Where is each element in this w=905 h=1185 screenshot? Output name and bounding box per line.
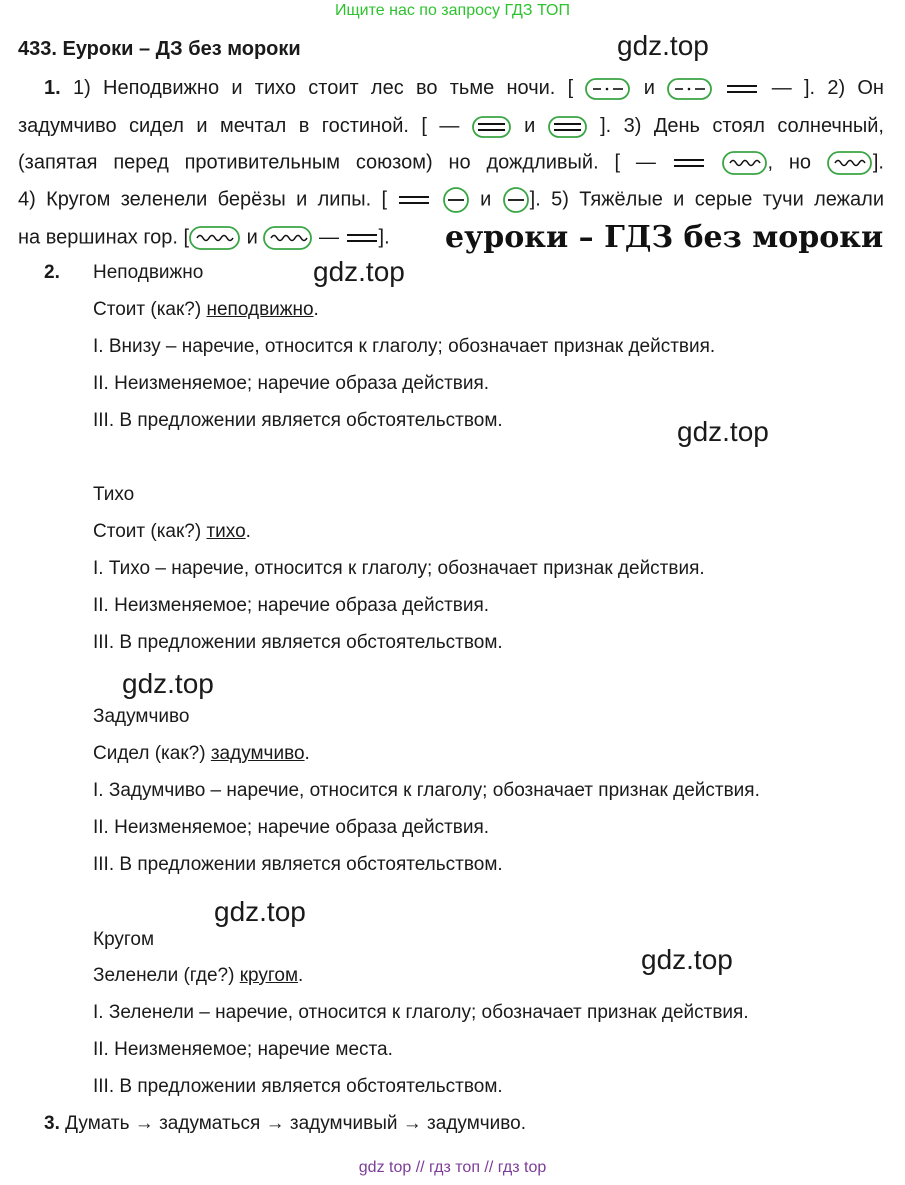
predicate-double-line-symbol — [345, 226, 379, 250]
conjunction: и — [643, 77, 655, 99]
adverb-heading: Задумчиво — [93, 706, 190, 727]
conjunction: и — [524, 115, 536, 137]
analysis-line-3: III. В предложении является обстоятельством. — [93, 410, 503, 431]
adjective-wavy-oval-symbol — [827, 150, 873, 176]
analysis-line-3: III. В предложении является обстоятельством. — [93, 854, 503, 875]
underlined-adverb: задумчиво — [210, 743, 305, 764]
task1-text: задумчиво сидел и мечтал в гостиной. [ — — [18, 115, 460, 137]
predicate-double-line-symbol — [725, 77, 759, 101]
question-text: Сидел (как?) — [93, 743, 211, 764]
predicate-double-line-symbol — [672, 151, 706, 175]
task1-number: 1. — [44, 77, 61, 99]
exercise-title: 433. Еуроки – ДЗ без мороки — [18, 38, 301, 60]
task1-line-3 — [18, 150, 884, 176]
task1-text: ]. 3) День стоял солнечный, — [600, 115, 884, 137]
task1-text: ]. 2) Он — [803, 77, 884, 99]
task3-line — [44, 1113, 526, 1135]
predicate-double-oval-symbol — [548, 115, 588, 139]
analysis-line-2: II. Неизменяемое; наречие образа действия. — [93, 817, 490, 838]
subject-oval-symbol — [502, 187, 530, 213]
analysis-line-2: II. Неизменяемое; наречие образа действия. — [93, 373, 490, 394]
watermark: gdz.top — [641, 944, 733, 975]
question-line — [93, 521, 251, 543]
analysis-line-2: II. Неизменяемое; наречие образа действия. — [93, 595, 490, 616]
task2-number: 2. — [44, 262, 60, 283]
watermark: gdz.top — [122, 668, 214, 699]
task1-line-5 — [18, 225, 390, 251]
task1-text: ]. — [378, 226, 390, 249]
question-text: Стоит (как?) — [93, 299, 207, 320]
subject-line-symbol: — — [771, 77, 792, 99]
underlined-adverb: неподвижно — [206, 299, 314, 320]
task3-number: 3. — [44, 1113, 60, 1134]
task1-text: ]. — [872, 151, 884, 174]
analysis-line-1: I. Зеленели – наречие, относится к глаголу; обозначает признак действия. — [93, 1002, 749, 1023]
adjective-wavy-oval-symbol — [189, 225, 241, 251]
conjunction: , но — [767, 151, 812, 174]
task1-text: (запятая перед противительным союзом) но дождливый. [ — — [18, 151, 656, 174]
question-line — [93, 965, 303, 987]
adjective-wavy-oval-symbol — [263, 225, 313, 251]
adverb-heading: Тихо — [93, 484, 135, 505]
watermark: gdz.top — [214, 896, 306, 927]
task1-line-1 — [18, 76, 884, 101]
subject-line-symbol: — — [318, 226, 339, 249]
analysis-line-1: I. Задумчиво – наречие, относится к глаголу; обозначает признак действия. — [93, 780, 760, 801]
analysis-line-3: III. В предложении является обстоятельством. — [93, 632, 503, 653]
analysis-line-1: I. Внизу – наречие, относится к глаголу; обозначает признак действия. — [93, 336, 716, 357]
conjunction: и — [246, 226, 258, 249]
adjective-wavy-oval-symbol — [722, 150, 768, 176]
task1-text: 4) Кругом зеленели берёзы и липы. [ — [18, 188, 388, 211]
adverb-heading: Неподвижно — [93, 262, 204, 283]
watermark: gdz.top — [617, 30, 709, 61]
brand-slogan: еуроки – ГДЗ без мороки — [445, 220, 884, 255]
task3-text: Думать → задуматься → задумчивый → задумчиво. — [65, 1113, 526, 1134]
adverb-heading: Кругом — [93, 929, 155, 950]
underlined-adverb: кругом — [239, 965, 299, 986]
watermark: gdz.top — [313, 256, 405, 287]
analysis-line-3: III. В предложении является обстоятельством. — [93, 1076, 503, 1097]
task1-text: 1) Неподвижно и тихо стоит лес во тьме ночи. [ — [72, 77, 574, 99]
search-banner[interactable]: Ищите нас по запросу ГДЗ ТОП — [335, 2, 570, 19]
question-line — [93, 743, 310, 765]
analysis-line-2: II. Неизменяемое; наречие места. — [93, 1039, 393, 1060]
question-text: . — [245, 521, 251, 542]
question-text: . — [298, 965, 304, 986]
analysis-line-1: I. Тихо – наречие, относится к глаголу; обозначает признак действия. — [93, 558, 705, 579]
predicate-double-line-symbol — [397, 188, 431, 212]
question-line — [93, 299, 319, 321]
conjunction: и — [480, 188, 492, 211]
predicate-dash-dot-oval-symbol — [667, 77, 713, 101]
task1-text: ]. 5) Тяжёлые и серые тучи лежали — [529, 188, 884, 211]
predicate-double-oval-symbol — [472, 115, 512, 139]
predicate-dash-dot-oval-symbol — [585, 77, 631, 101]
task1-text: на вершинах гор. [ — [18, 226, 190, 249]
subject-oval-symbol — [442, 187, 470, 213]
question-text: . — [313, 299, 319, 320]
question-text: Зеленели (где?) — [93, 965, 240, 986]
underlined-adverb: тихо — [206, 521, 246, 542]
question-text: Стоит (как?) — [93, 521, 207, 542]
task1-line-4 — [18, 187, 884, 213]
watermark: gdz.top — [677, 416, 769, 447]
footer-links[interactable]: gdz top // гдз топ // гдз top — [358, 1159, 547, 1176]
task1-line-2 — [18, 114, 884, 139]
question-text: . — [304, 743, 310, 764]
